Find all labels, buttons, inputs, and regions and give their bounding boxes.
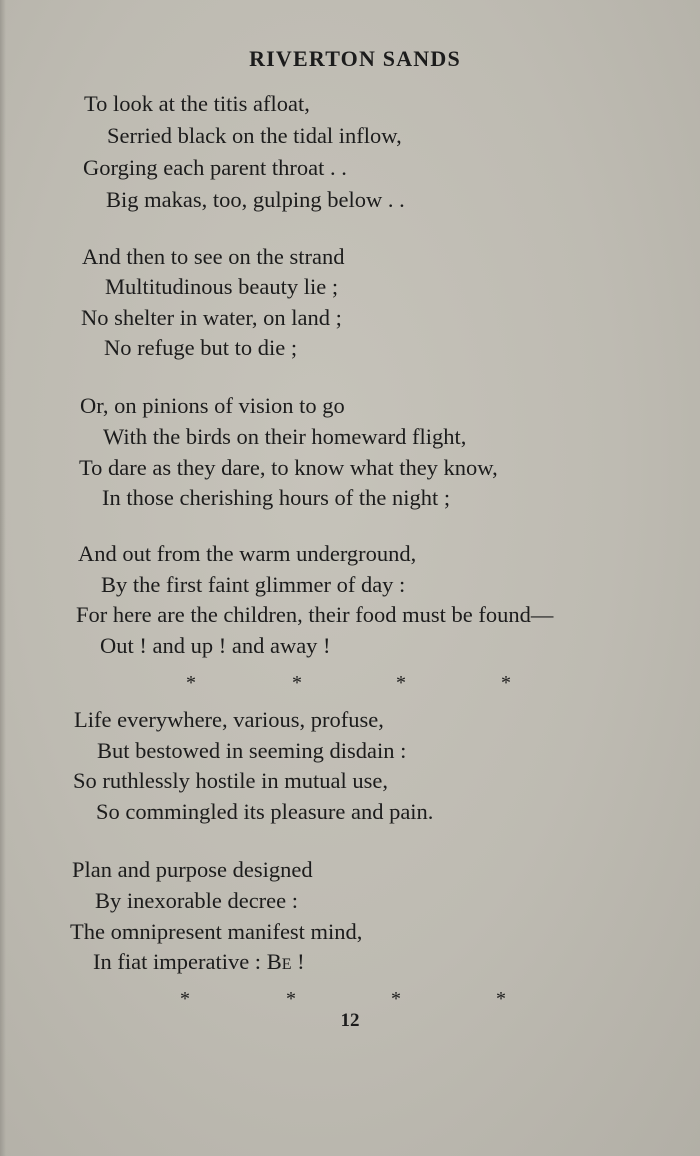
poem-line: So commingled its pleasure and pain. (96, 799, 434, 824)
final-punctuation: ! (291, 949, 305, 974)
poem-line: Life everywhere, various, profuse, (74, 707, 384, 732)
poem-line: And then to see on the strand (82, 244, 345, 269)
poem-line: To look at the titis afloat, (84, 91, 310, 116)
poem-line: By inexorable decree : (95, 888, 299, 913)
separator-asterisk: * (396, 672, 406, 694)
section-separator (0, 672, 700, 702)
poem-line: So ruthlessly hostile in mutual use, (73, 768, 388, 793)
poem-line: To dare as they dare, to know what they know, (79, 455, 498, 480)
poem-line: With the birds on their homeward flight, (103, 424, 467, 449)
poem-line-final (93, 947, 305, 977)
poem-line: Plan and purpose designed (72, 857, 313, 882)
separator-asterisk: * (391, 988, 401, 1010)
page-number: 12 (340, 1010, 360, 1031)
poem-title: RIVERTON SANDS (249, 46, 461, 71)
poem-line: No shelter in water, on land ; (81, 305, 342, 330)
poem-line-text: In fiat imperative : (93, 949, 262, 974)
poem-line: And out from the warm underground, (78, 541, 417, 566)
poem-line: By the first faint glimmer of day : (101, 572, 406, 597)
poem-line: Gorging each parent throat . . (83, 155, 347, 180)
separator-asterisk: * (286, 988, 296, 1010)
poem-line: For here are the children, their food must be found— (76, 602, 554, 627)
poem-line: Or, on pinions of vision to go (80, 393, 345, 418)
separator-asterisk: * (180, 988, 190, 1010)
poem-line: Big makas, too, gulping below . . (106, 187, 405, 212)
separator-asterisk: * (292, 672, 302, 694)
poem-line: Serried black on the tidal inflow, (107, 123, 402, 148)
separator-asterisk: * (496, 988, 506, 1010)
poem-line: No refuge but to die ; (104, 335, 298, 360)
poem-line: In those cherishing hours of the night ; (102, 485, 451, 510)
poem-line: The omnipresent manifest mind, (70, 919, 363, 944)
poem-line: Multitudinous beauty lie ; (105, 274, 339, 299)
emphasis-word: Be (266, 949, 292, 974)
poem-line: But bestowed in seeming disdain : (97, 738, 407, 763)
separator-asterisk: * (186, 672, 196, 694)
poem-line: Out ! and up ! and away ! (100, 633, 331, 658)
separator-asterisk: * (501, 672, 511, 694)
